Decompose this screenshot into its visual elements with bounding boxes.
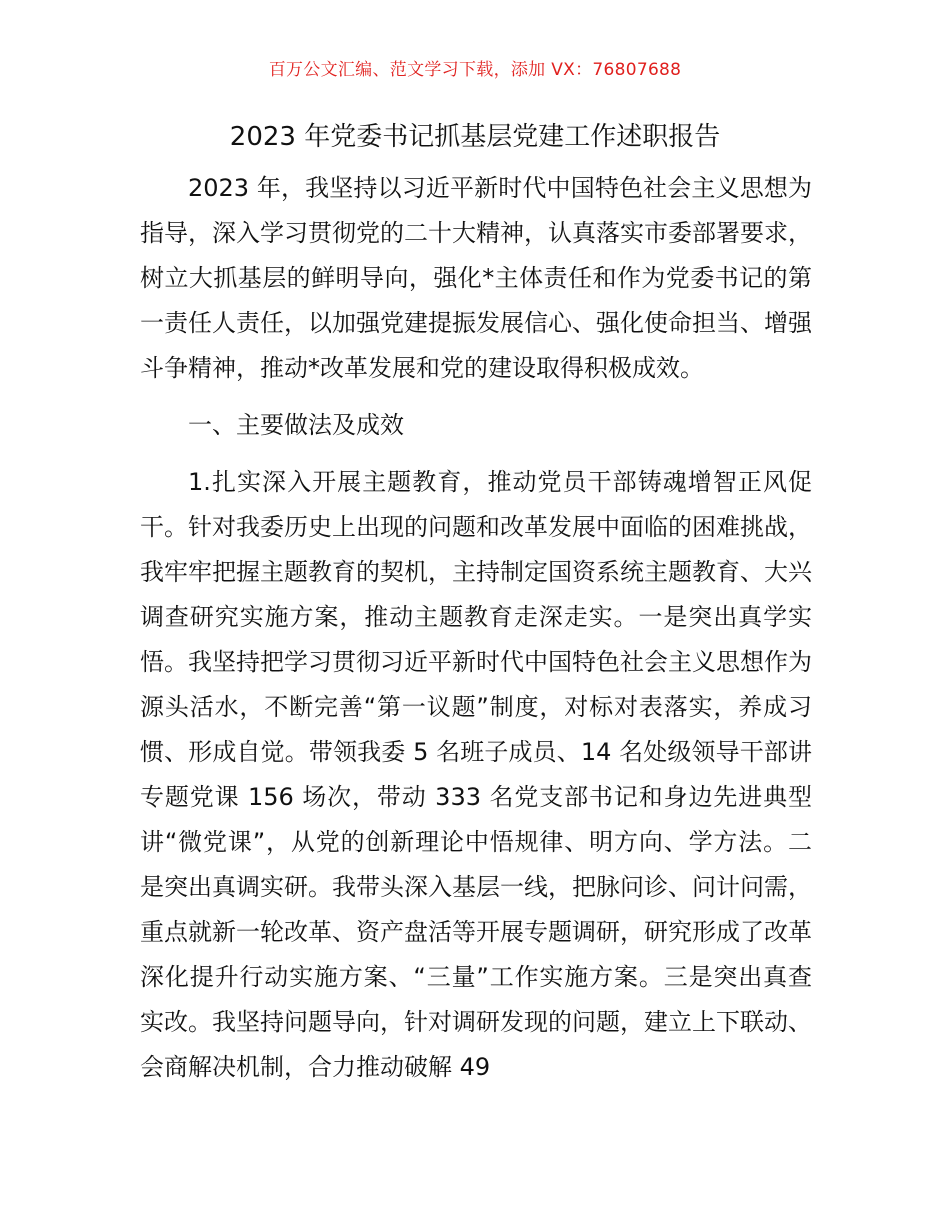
header-watermark-note: 百万公文汇编、范文学习下载，添加 VX：76807688 [268, 60, 682, 80]
body-paragraph: 1.扎实深入开展主题教育，推动党员干部铸魂增智正风促干。针对我委历史上出现的问题和改革发展中面临的困难挑战，我牢牢把握主题教育的契机，主持制定国资系统主题教育、大兴调查研究实施方案，推动主题教育走深走实。一是突出真学实悟。我坚持把学习贯彻习近平新时代中国特色社会主义思想作为源头活水，不断完善“第一议题”制度，对标对表落实，养成习惯、形成自觉。带领我委 5 名班子成员、14 名处级领导干部讲专题党课 156 场次，带动 333 名党支部书记和身边先进典型讲“微党课”，从党的创新理论中悟规律、明方向、学方法。二是突出真调实研。我带头深入基层一线，把脉问诊、问计问需，重点就新一轮改革、资产盘活等开展专题调研，研究形成了改革深化提升行动实施方案、“三量”工作实施方案。三是突出真查实改。我坚持问题导向，针对调研发现的问题，建立上下联动、会商解决机制，合力推动破解 49 [140, 468, 812, 1081]
section-heading: 一、主要做法及成效 [188, 411, 404, 439]
document-body [140, 166, 812, 1090]
document-title: 2023 年党委书记抓基层党建工作述职报告 [229, 122, 721, 152]
intro-paragraph: 2023 年，我坚持以习近平新时代中国特色社会主义思想为指导，深入学习贯彻党的二十大精神，认真落实市委部署要求，树立大抓基层的鲜明导向，强化*主体责任和作为党委书记的第一责任人责任，以加强党建提振发展信心、强化使命担当、增强斗争精神，推动*改革发展和党的建设取得积极成效。 [140, 174, 812, 382]
